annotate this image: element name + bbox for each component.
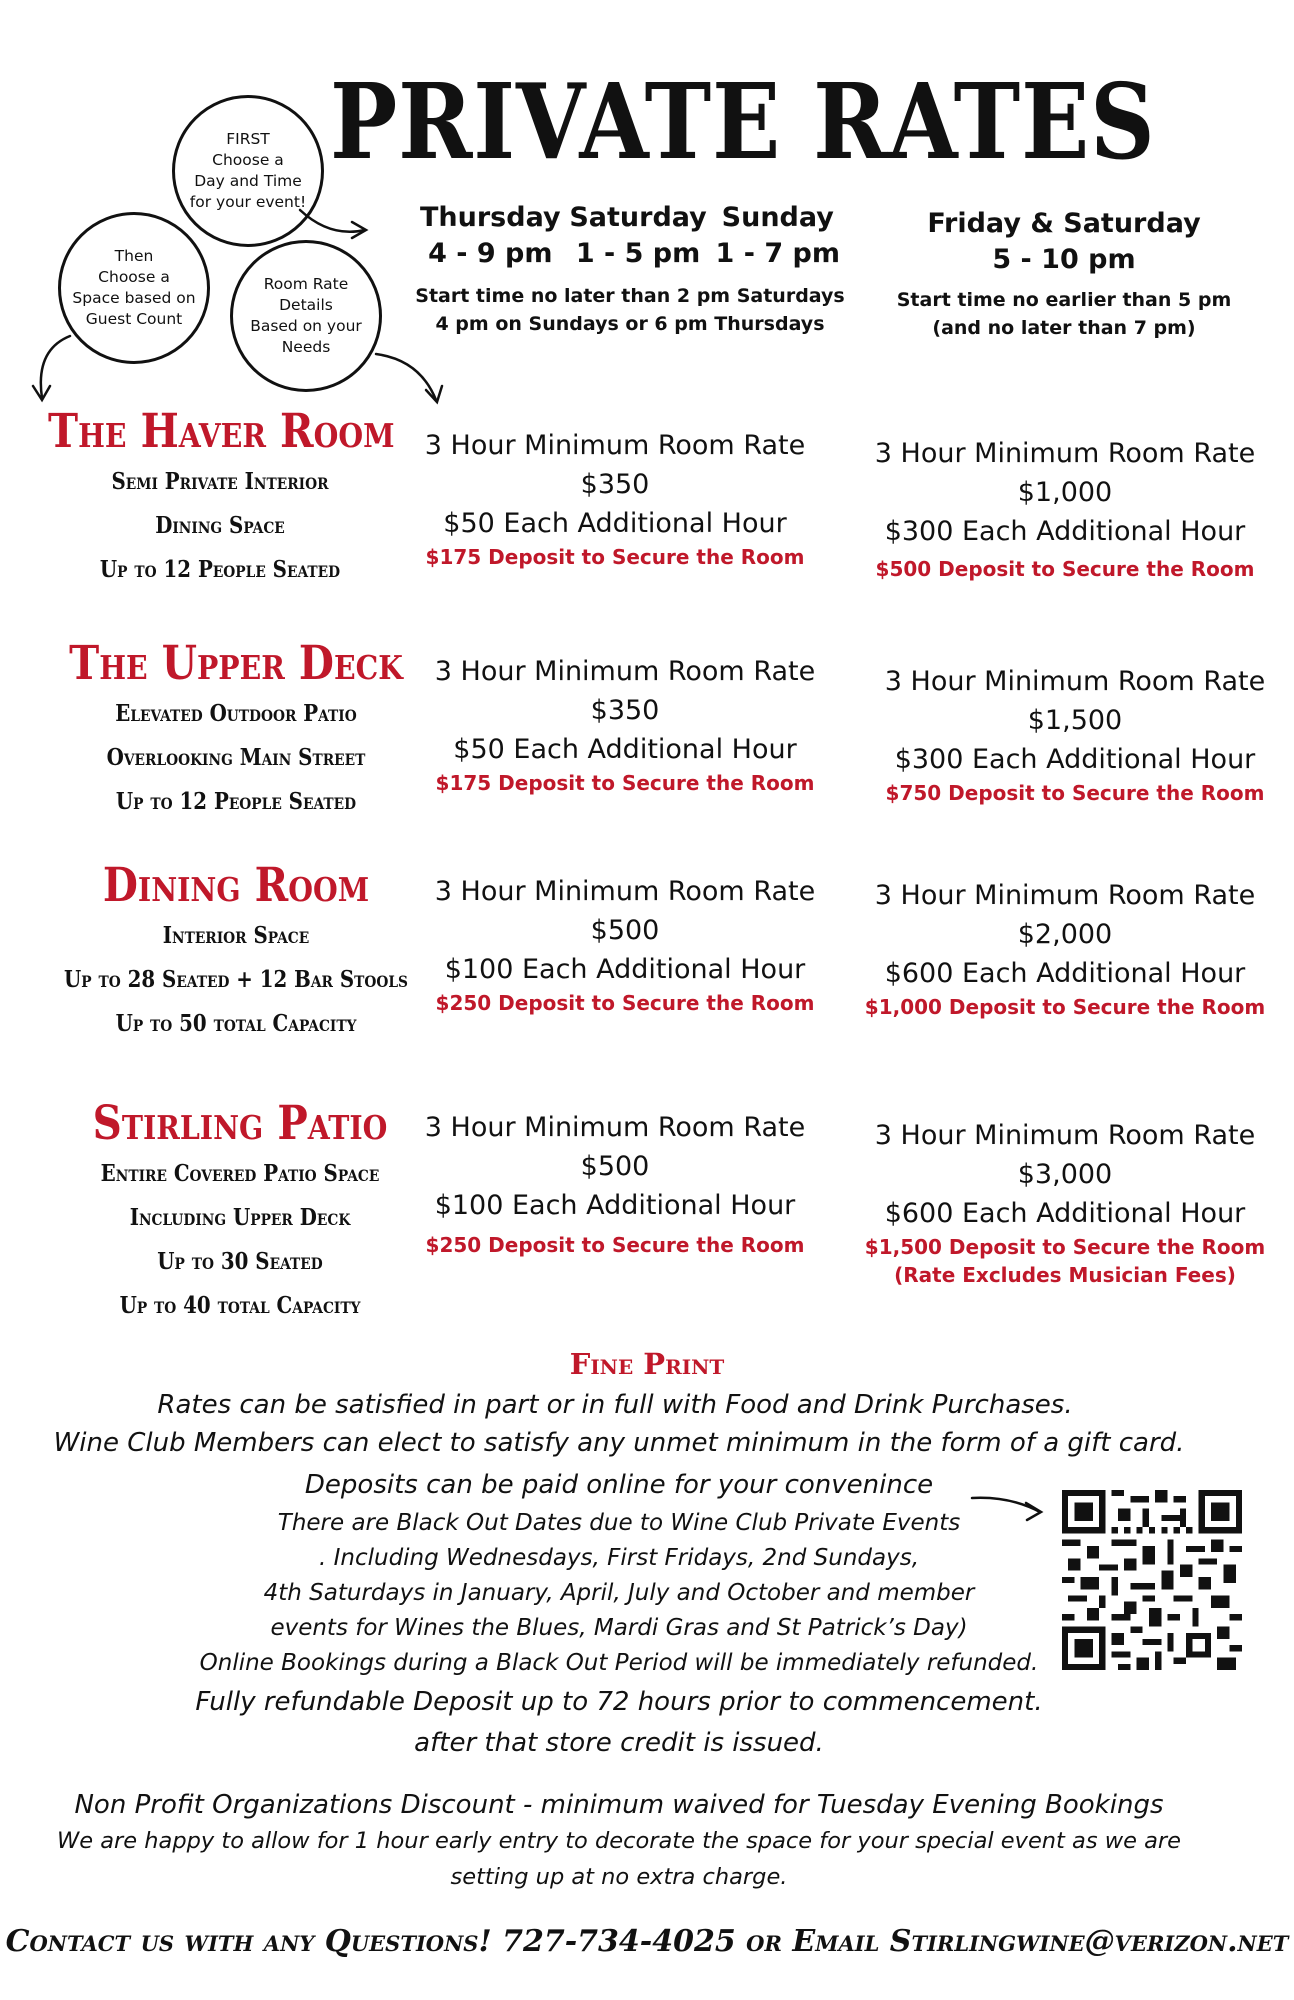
fine-print-line: Online Bookings during a Black Out Period will be immediately refunded.: [199, 1650, 1039, 1676]
additional-hour-rate: $300 Each Additional Hour: [884, 516, 1246, 547]
minimum-rate-price: $350: [590, 695, 660, 726]
additional-hour-rate: $50 Each Additional Hour: [453, 734, 797, 765]
additional-hour-rate: $100 Each Additional Hour: [444, 954, 806, 985]
room-detail-line: Up to 50 total Capacity: [115, 1010, 357, 1037]
room-detail-line: Including Upper Deck: [129, 1204, 351, 1231]
fine-print-line: There are Black Out Dates due to Wine Club Private Events: [277, 1510, 961, 1536]
fine-print-line: . Including Wednesdays, First Fridays, 2nd Sundays,: [318, 1545, 920, 1571]
fine-print-line: Non Profit Organizations Discount - minimum waived for Tuesday Evening Bookings: [74, 1790, 1164, 1820]
room-upper-deck-weekend-rate: [870, 662, 1280, 807]
minimum-rate-price: $500: [590, 915, 660, 946]
step-bubble-then-text: Then Choose a Space based on Guest Count: [72, 247, 196, 328]
additional-hour-rate: $300 Each Additional Hour: [894, 744, 1256, 775]
room-detail-line: Up to 12 People Seated: [99, 556, 341, 583]
minimum-rate-price: $500: [580, 1151, 650, 1182]
contact-line: Contact us with any Questions! 727-734-4025 or Email Stirlingwine@verizon.net: [5, 1924, 1289, 1959]
weekday-note-line-2: 4 pm on Sundays or 6 pm Thursdays: [435, 313, 825, 335]
deposit-note: $250 Deposit to Secure the Room: [435, 991, 815, 1015]
minimum-rate-label: 3 Hour Minimum Room Rate: [424, 430, 806, 461]
fine-print-line: 4th Saturdays in January, April, July and October and member: [263, 1580, 975, 1606]
minimum-rate-label: 3 Hour Minimum Room Rate: [874, 880, 1256, 911]
thursday-label: Thursday: [420, 202, 561, 233]
fine-print-line: Wine Club Members can elect to satisfy any unmet minimum in the form of a gift card.: [53, 1428, 1185, 1458]
room-haver-weekend-rate: [860, 434, 1270, 583]
deposit-note: $175 Deposit to Secure the Room: [435, 771, 815, 795]
room-name: The Upper Deck: [69, 636, 403, 691]
fine-print-line: We are happy to allow for 1 hour early entry to decorate the space for your special event as we are: [57, 1828, 1181, 1854]
minimum-rate-price: $350: [580, 469, 650, 500]
weekday-start-note: [390, 282, 870, 338]
sunday-hours: 1 - 7 pm: [715, 238, 840, 269]
weekend-note-line-2: (and no later than 7 pm): [932, 317, 1196, 339]
room-detail-line: Dining Space: [155, 512, 285, 539]
sunday-label: Sunday: [721, 202, 834, 233]
deposit-note: $1,000 Deposit to Secure the Room: [864, 995, 1266, 1019]
weekend-column-header: [864, 206, 1264, 278]
fine-print-line: Fully refundable Deposit up to 72 hours prior to commencement.: [195, 1687, 1043, 1717]
weekend-note-line-1: Start time no earlier than 5 pm: [896, 289, 1232, 311]
weekday-column-header: [420, 200, 840, 272]
weekend-start-note: [864, 286, 1264, 342]
room-haver-description: [20, 404, 420, 592]
weekday-day-thursday: [420, 200, 561, 272]
weekday-day-sunday: [716, 200, 840, 272]
saturday-label: Saturday: [569, 202, 707, 233]
minimum-rate-label: 3 Hour Minimum Room Rate: [434, 876, 816, 907]
room-haver-weekday-rate: [410, 426, 820, 571]
room-stirling-patio-weekend-rate: [860, 1116, 1270, 1289]
room-detail-line: Overlooking Main Street: [106, 744, 366, 771]
room-detail-line: Entire Covered Patio Space: [100, 1160, 380, 1187]
room-upper-deck-description: [36, 636, 436, 824]
minimum-rate-label: 3 Hour Minimum Room Rate: [874, 438, 1256, 469]
fine-print-heading: Fine Print: [569, 1347, 725, 1381]
room-stirling-patio-weekday-rate: [410, 1108, 820, 1259]
room-name: The Haver Room: [48, 404, 395, 459]
page-title: PRIVATE RATES: [330, 60, 1156, 183]
musician-fee-note: (Rate Excludes Musician Fees): [894, 1263, 1236, 1287]
weekend-days-label: Friday & Saturday: [927, 208, 1201, 239]
minimum-rate-price: $2,000: [1017, 919, 1113, 950]
weekday-day-saturday: [569, 200, 706, 272]
room-detail-line: Up to 30 Seated: [157, 1248, 323, 1275]
room-upper-deck-weekday-rate: [420, 652, 830, 797]
additional-hour-rate: $50 Each Additional Hour: [443, 508, 787, 539]
fine-print-line: Deposits can be paid online for your convenince: [304, 1470, 934, 1500]
deposit-note: $250 Deposit to Secure the Room: [425, 1233, 805, 1257]
fine-print-line: Rates can be satisfied in part or in full with Food and Drink Purchases.: [157, 1390, 1073, 1420]
room-detail-line: Elevated Outdoor Patio: [115, 700, 357, 727]
minimum-rate-price: $3,000: [1017, 1159, 1113, 1190]
room-detail-line: Interior Space: [162, 922, 310, 949]
room-detail-line: Up to 40 total Capacity: [119, 1292, 361, 1319]
room-dining-weekday-rate: [420, 872, 830, 1017]
step-bubble-room-rate-text: Room Rate Details Based on your Needs: [250, 275, 362, 356]
deposit-note: $1,500 Deposit to Secure the Room: [864, 1235, 1266, 1259]
weekday-note-line-1: Start time no later than 2 pm Saturdays: [415, 285, 845, 307]
room-detail-line: Up to 12 People Seated: [115, 788, 357, 815]
fine-print-line: events for Wines the Blues, Mardi Gras and St Patrick’s Day): [270, 1615, 968, 1641]
minimum-rate-price: $1,500: [1027, 705, 1123, 736]
thursday-hours: 4 - 9 pm: [428, 238, 553, 269]
additional-hour-rate: $100 Each Additional Hour: [434, 1190, 796, 1221]
saturday-hours: 1 - 5 pm: [575, 238, 701, 269]
room-stirling-patio-description: [40, 1096, 440, 1328]
room-name: Dining Room: [102, 858, 370, 913]
room-name: Stirling Patio: [92, 1096, 388, 1151]
room-dining-description: [36, 858, 436, 1046]
deposit-note: $175 Deposit to Secure the Room: [425, 545, 805, 569]
room-detail-line: Semi Private Interior: [111, 468, 329, 495]
fine-print-line: after that store credit is issued.: [414, 1728, 824, 1758]
minimum-rate-label: 3 Hour Minimum Room Rate: [884, 666, 1266, 697]
minimum-rate-label: 3 Hour Minimum Room Rate: [424, 1112, 806, 1143]
minimum-rate-price: $1,000: [1017, 477, 1113, 508]
additional-hour-rate: $600 Each Additional Hour: [884, 1198, 1246, 1229]
minimum-rate-label: 3 Hour Minimum Room Rate: [874, 1120, 1256, 1151]
room-dining-weekend-rate: [860, 876, 1270, 1021]
room-detail-line: Up to 28 Seated + 12 Bar Stools: [64, 966, 408, 993]
weekend-hours: 5 - 10 pm: [992, 244, 1136, 275]
additional-hour-rate: $600 Each Additional Hour: [884, 958, 1246, 989]
fine-print-line: setting up at no extra charge.: [450, 1864, 788, 1890]
deposit-note: $750 Deposit to Secure the Room: [885, 781, 1265, 805]
minimum-rate-label: 3 Hour Minimum Room Rate: [434, 656, 816, 687]
qr-code-icon[interactable]: [1062, 1490, 1242, 1670]
step-bubble-first-text: FIRST Choose a Day and Time for your event!: [189, 130, 307, 211]
deposit-note: $500 Deposit to Secure the Room: [875, 557, 1255, 581]
